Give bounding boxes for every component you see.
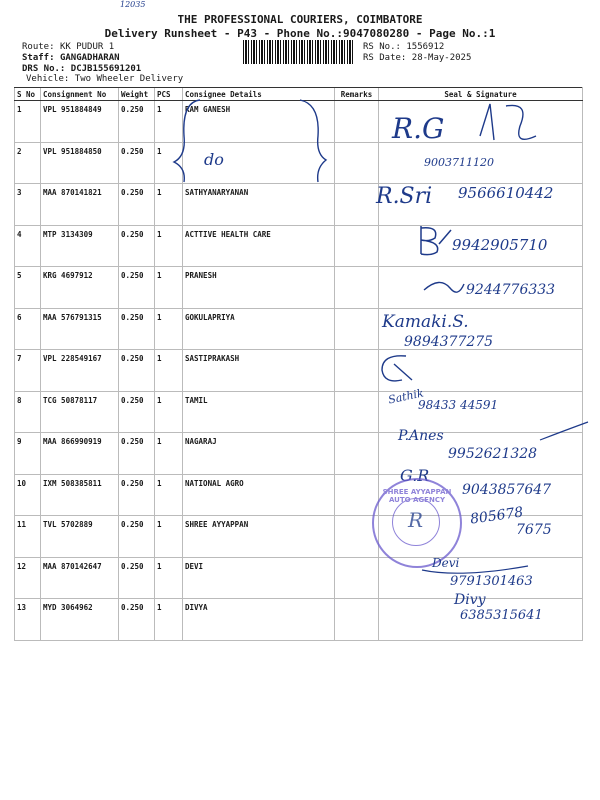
cell-remarks: [335, 599, 379, 641]
cell-pcs: 1: [155, 474, 183, 516]
cell-sno: 3: [15, 184, 41, 226]
ditto-mark: do: [204, 150, 224, 169]
table-row: [15, 350, 583, 392]
vehicle-line: [26, 74, 183, 84]
company-title: THE PROFESSIONAL COURIERS, COIMBATORE: [177, 13, 423, 26]
cell-consignment: VPL 228549167: [41, 350, 119, 392]
phone-row-1: 9003711120: [424, 156, 494, 169]
cell-sno: 6: [15, 308, 41, 350]
cell-pcs: 1: [155, 225, 183, 267]
signature-row-8: Sathik: [387, 386, 425, 407]
cell-remarks: [335, 433, 379, 475]
rs-date-line: [363, 53, 471, 63]
cell-remarks: [335, 557, 379, 599]
cell-consignee: [183, 142, 335, 184]
col-pcs-header: PCS: [155, 88, 183, 101]
cell-pcs: 1: [155, 557, 183, 599]
cell-weight: 0.250: [119, 308, 155, 350]
stamp-center-mark: R: [408, 508, 424, 532]
route-line: [22, 42, 114, 52]
cell-pcs: 1: [155, 267, 183, 309]
cell-sno: 4: [15, 225, 41, 267]
phone-row-9: 9952621328: [448, 446, 538, 462]
cell-consignee: RAM GANESH: [183, 101, 335, 143]
cell-sno: 1: [15, 101, 41, 143]
signature-row-1: R.G: [392, 112, 445, 145]
cell-sno: 12: [15, 557, 41, 599]
table-header-row: [15, 88, 583, 101]
table-row: [15, 516, 583, 558]
cell-pcs: 1: [155, 101, 183, 143]
cell-consignee: SASTIPRAKASH: [183, 350, 335, 392]
cell-remarks: [335, 391, 379, 433]
table-row: [15, 474, 583, 516]
cell-consignment: MYD 3064962: [41, 599, 119, 641]
signature-row-9: P.Anes: [398, 428, 444, 444]
rs-no-value: 1556912: [406, 42, 445, 52]
cell-weight: 0.250: [119, 391, 155, 433]
cell-pcs: 1: [155, 433, 183, 475]
rs-no-label: RS No.:: [363, 42, 401, 52]
cell-signature: [379, 267, 583, 309]
col-remarks-header: Remarks: [335, 88, 379, 101]
cell-signature: [379, 142, 583, 184]
cell-consignment: VPL 951884850: [41, 142, 119, 184]
staff-value: GANGADHARAN: [59, 53, 120, 63]
table-row: [15, 433, 583, 475]
cell-remarks: [335, 142, 379, 184]
table-row: [15, 101, 583, 143]
runsheet-table: [14, 87, 583, 641]
rs-date-value: 28-May-2025: [411, 53, 472, 63]
phone-row-10: 9043857647: [462, 482, 552, 498]
vehicle-label: Vehicle:: [26, 74, 70, 84]
cell-sno: 10: [15, 474, 41, 516]
cell-consignment: MAA 576791315: [41, 308, 119, 350]
phone-row-7: 9894377275: [404, 334, 494, 350]
cell-weight: 0.250: [119, 557, 155, 599]
cell-sno: 13: [15, 599, 41, 641]
cell-sno: 9: [15, 433, 41, 475]
phone-row-12: 9791301463: [450, 574, 533, 589]
barcode: [243, 40, 355, 64]
cell-sno: 11: [15, 516, 41, 558]
signature-row-10: G.R: [400, 466, 430, 485]
cell-remarks: [335, 474, 379, 516]
cell-sno: 2: [15, 142, 41, 184]
cell-consignment: IXM 508385811: [41, 474, 119, 516]
cell-pcs: 1: [155, 391, 183, 433]
rs-no-line: [363, 42, 444, 52]
cell-signature: [379, 350, 583, 392]
cell-consignment: KRG 4697912: [41, 267, 119, 309]
cell-weight: 0.250: [119, 474, 155, 516]
stamp-text: SHREE AYYAPPAN AUTO AGENCY: [382, 488, 452, 504]
table-row: [15, 599, 583, 641]
signature-row-13: Divy: [454, 592, 486, 608]
cell-pcs: 1: [155, 350, 183, 392]
rubber-stamp: [372, 478, 462, 568]
cell-consignee: SATHYANARYANAN: [183, 184, 335, 226]
cell-weight: 0.250: [119, 350, 155, 392]
cell-signature: [379, 433, 583, 475]
table-row: [15, 142, 583, 184]
cell-consignee: ACTTIVE HEALTH CARE: [183, 225, 335, 267]
cell-signature: [379, 225, 583, 267]
cell-remarks: [335, 267, 379, 309]
cell-consignee: GOKULAPRIYA: [183, 308, 335, 350]
cell-consignment: TCG 50878117: [41, 391, 119, 433]
col-consignment-header: Consignment No: [41, 88, 119, 101]
phone-row-5: 9244776333: [466, 282, 556, 298]
staff-line: [22, 53, 120, 63]
cell-consignee: NATIONAL AGRO: [183, 474, 335, 516]
cell-consignee: DIVYA: [183, 599, 335, 641]
cell-consignee: TAMIL: [183, 391, 335, 433]
drs-line: [22, 64, 141, 74]
signature-row-12: Devi: [432, 556, 460, 570]
cell-consignee: NAGARAJ: [183, 433, 335, 475]
rs-date-label: RS Date:: [363, 53, 407, 63]
col-sno-header: S No: [15, 88, 41, 101]
cell-sno: 8: [15, 391, 41, 433]
cell-consignee: SHREE AYYAPPAN: [183, 516, 335, 558]
cell-pcs: 1: [155, 599, 183, 641]
cell-remarks: [335, 225, 379, 267]
cell-sno: 5: [15, 267, 41, 309]
table-row: [15, 225, 583, 267]
cell-consignee: PRANESH: [183, 267, 335, 309]
cell-remarks: [335, 184, 379, 226]
cell-consignment: VPL 951884849: [41, 101, 119, 143]
cell-signature: [379, 599, 583, 641]
cell-sno: 7: [15, 350, 41, 392]
table-row: [15, 267, 583, 309]
route-value: KK PUDUR 1: [59, 42, 115, 52]
cell-weight: 0.250: [119, 142, 155, 184]
phone-row-11a: 805678: [469, 504, 525, 528]
cell-consignment: MAA 866990919: [41, 433, 119, 475]
phone-row-4: 9942905710: [452, 236, 548, 254]
drs-value: DCJB155691201: [70, 64, 142, 74]
cell-signature: [379, 101, 583, 143]
signature-row-3: R.Sri: [376, 184, 433, 209]
col-signature-header: Seal & Signature: [379, 88, 583, 101]
col-consignee-header: Consignee Details: [183, 88, 335, 101]
cell-pcs: 1: [155, 516, 183, 558]
cell-pcs: 1: [155, 308, 183, 350]
cell-weight: 0.250: [119, 267, 155, 309]
cell-weight: 0.250: [119, 599, 155, 641]
runsheet-title: Delivery Runsheet - P43 - Phone No.:9047080280 - Page No.:1: [104, 27, 496, 40]
cell-weight: 0.250: [119, 101, 155, 143]
top-scribble: 12035: [120, 0, 146, 9]
cell-remarks: [335, 350, 379, 392]
cell-consignment: MAA 870141821: [41, 184, 119, 226]
cell-remarks: [335, 308, 379, 350]
cell-pcs: 1: [155, 184, 183, 226]
table-row: [15, 308, 583, 350]
cell-signature: [379, 391, 583, 433]
table-row: [15, 557, 583, 599]
col-weight-header: Weight: [119, 88, 155, 101]
route-label: Route:: [22, 42, 55, 52]
cell-consignment: MAA 870142647: [41, 557, 119, 599]
cell-weight: 0.250: [119, 184, 155, 226]
phone-row-13: 6385315641: [460, 608, 543, 623]
cell-weight: 0.250: [119, 433, 155, 475]
table-row: [15, 391, 583, 433]
vehicle-value: Two Wheeler Delivery: [74, 74, 184, 84]
stamp-inner-ring: [392, 498, 440, 546]
signature-row-6: Kamaki.S.: [382, 312, 469, 332]
cell-weight: 0.250: [119, 225, 155, 267]
cell-consignee: DEVI: [183, 557, 335, 599]
cell-signature: [379, 184, 583, 226]
phone-row-11b: 7675: [516, 522, 552, 538]
cell-weight: 0.250: [119, 516, 155, 558]
cell-consignment: TVL 5702889: [41, 516, 119, 558]
phone-row-3: 9566610442: [458, 184, 554, 202]
table-row: [15, 184, 583, 226]
cell-remarks: [335, 101, 379, 143]
cell-pcs: 1: [155, 142, 183, 184]
phone-row-8: 98433 44591: [418, 398, 499, 412]
drs-label: DRS No.:: [22, 64, 66, 74]
cell-consignment: MTP 3134309: [41, 225, 119, 267]
staff-label: Staff:: [22, 53, 55, 63]
cell-signature: [379, 308, 583, 350]
